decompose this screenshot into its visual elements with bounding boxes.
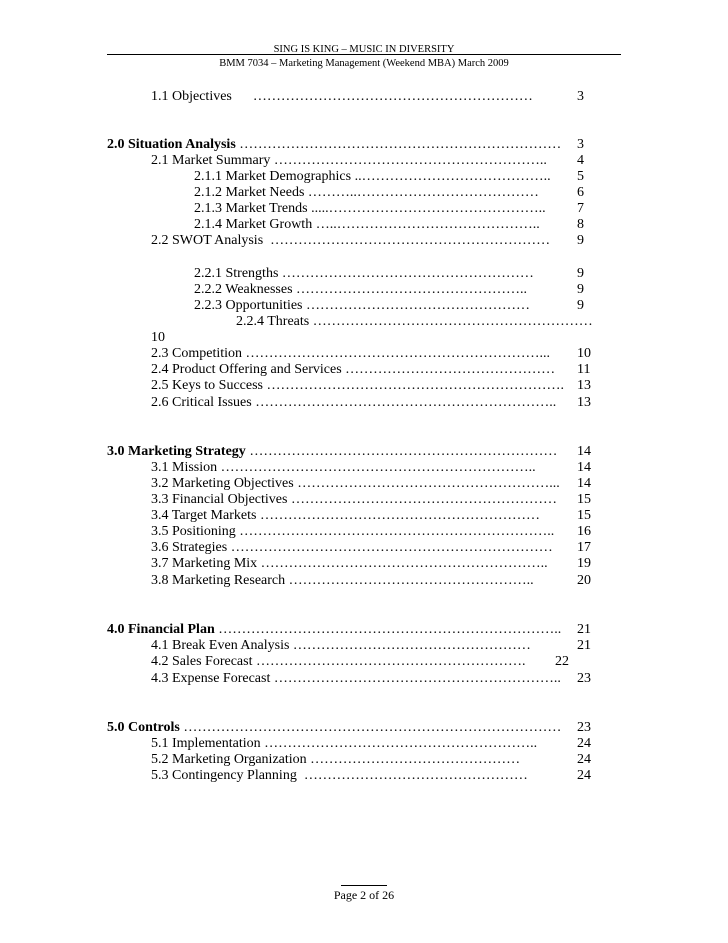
toc-entry-title: 2.1.4 Market Growth — [194, 217, 313, 232]
toc-leader-dots: …………………………………………………… — [256, 508, 540, 523]
toc-entry-title: 4.3 Expense Forecast — [151, 671, 271, 686]
toc-leader-dots: …..…………………………………….. — [312, 217, 540, 232]
toc-leader-dots: ………………………………………………………….. — [217, 460, 536, 475]
toc-entry-3-3 — [151, 492, 557, 508]
toc-page-number: 14 — [577, 460, 591, 475]
toc-page-number: 6 — [577, 185, 584, 200]
toc-entry-3-4 — [151, 508, 540, 524]
toc-leader-dots: .....……………………………………….. — [307, 201, 546, 216]
toc-leader-dots: …………………………………………… — [289, 638, 531, 653]
toc-entry-title: 4.0 Financial Plan — [107, 622, 215, 637]
toc-leader-dots: ………………………………………………….. — [270, 153, 547, 168]
toc-entry-title: 2.1 Market Summary — [151, 153, 271, 168]
toc-entry-title: 4.2 Sales Forecast — [151, 654, 253, 669]
toc-leader-dots: ………………………………………………………. — [263, 378, 564, 393]
toc-page-number: 16 — [577, 524, 591, 539]
toc-entry-title: 1.1 Objectives — [151, 89, 232, 104]
toc-page-number: 8 — [577, 217, 584, 232]
toc-page-number: 14 — [577, 476, 591, 491]
toc-entry-3-0 — [107, 444, 557, 460]
toc-entry-title: 5.2 Marketing Organization — [151, 752, 307, 767]
toc-entry-title: 5.1 Implementation — [151, 736, 261, 751]
toc-entry-title: 2.2.2 Weaknesses — [194, 282, 293, 297]
toc-entry-1-1 — [151, 89, 533, 105]
toc-leader-dots: …………………………………………………….. — [270, 671, 561, 686]
toc-entry-2-2-4 — [236, 314, 593, 330]
footer-rule — [341, 885, 387, 886]
toc-page-number: 21 — [577, 638, 591, 653]
toc-entry-2-2-3 — [194, 298, 530, 314]
toc-page-number: 20 — [577, 573, 591, 588]
toc-page-number: 24 — [577, 752, 591, 767]
toc-entry-title: 3.2 Marketing Objectives — [151, 476, 294, 491]
toc-entry-title: 5.0 Controls — [107, 720, 180, 735]
toc-page-number: 9 — [577, 266, 584, 281]
toc-leader-dots: ………………………………………………… — [287, 492, 557, 507]
toc-page-number: 9 — [577, 233, 584, 248]
toc-entry-2-2-2 — [194, 282, 527, 298]
toc-entry-title: 3.8 Marketing Research — [151, 573, 286, 588]
toc-leader-dots: ………………………………………………... — [293, 476, 560, 491]
toc-page-number: 10 — [577, 346, 591, 361]
toc-entry-4-2 — [151, 654, 525, 670]
toc-entry-title: 2.1.3 Market Trends — [194, 201, 308, 216]
toc-entry-title: 2.5 Keys to Success — [151, 378, 263, 393]
toc-leader-dots: ……………………………………… — [341, 362, 556, 377]
toc-page-number: 19 — [577, 556, 591, 571]
toc-leader-dots: …………………………………………………… — [231, 89, 533, 104]
toc-entry-title: 2.2 SWOT Analysis — [151, 233, 264, 248]
toc-page-number: 14 — [577, 444, 591, 459]
toc-entry-4-1 — [151, 638, 531, 654]
toc-page-number: 4 — [577, 153, 584, 168]
toc-entry-2-2 — [151, 233, 550, 249]
toc-page-number: 13 — [577, 395, 591, 410]
toc-leader-dots: …………………………………………………… — [263, 233, 551, 248]
toc-entry-title: 4.1 Break Even Analysis — [151, 638, 290, 653]
toc-entry-title: 2.3 Competition — [151, 346, 242, 361]
toc-entry-title: 3.6 Strategies — [151, 540, 228, 555]
running-header-title: SING IS KING – MUSIC IN DIVERSITY — [273, 44, 455, 55]
header-rule — [107, 54, 621, 55]
toc-page-number: 9 — [577, 298, 584, 313]
toc-entry-title: 3.1 Mission — [151, 460, 218, 475]
toc-entry-2-6 — [151, 395, 556, 411]
toc-entry-3-7 — [151, 556, 548, 572]
toc-leader-dots: …………………………………………………………… — [227, 540, 553, 555]
toc-page-number: 23 — [577, 671, 591, 686]
toc-leader-dots: ………………………………………………………… — [245, 444, 558, 459]
toc-page-number: 15 — [577, 492, 591, 507]
toc-page-number: 11 — [577, 362, 591, 377]
toc-entry-title: 3.3 Financial Objectives — [151, 492, 288, 507]
toc-entry-2-3 — [151, 346, 550, 362]
toc-page-number: 24 — [577, 736, 591, 751]
toc-page-number: 9 — [577, 282, 584, 297]
toc-leader-dots: …………………………………………………. — [252, 654, 526, 669]
toc-entry-title: 2.2.1 Strengths — [194, 266, 279, 281]
toc-entry-title: 5.3 Contingency Planning — [151, 768, 297, 783]
toc-entry-3-1 — [151, 460, 536, 476]
toc-entry-2-5 — [151, 378, 564, 394]
toc-entry-3-6 — [151, 540, 553, 556]
toc-leader-dots: ……………………………………………………….. — [251, 395, 557, 410]
toc-entry-2-1-2 — [194, 185, 539, 201]
toc-page-number: 7 — [577, 201, 584, 216]
toc-entry-title: 2.2.3 Opportunities — [194, 298, 303, 313]
toc-entry-2-2-1 — [194, 266, 534, 282]
toc-page-number: 24 — [577, 768, 591, 783]
toc-entry-title: 2.1.1 Market Demographics — [194, 169, 352, 184]
toc-entry-2-1-4 — [194, 217, 540, 233]
page-number-footer: Page 2 of 26 — [333, 888, 395, 902]
toc-leader-dots: ………………………………………………………….. — [235, 524, 555, 539]
toc-leader-dots: ……………………………………… — [306, 752, 521, 767]
toc-entry-4-0 — [107, 622, 561, 638]
toc-entry-title: 2.2.4 Threats — [236, 314, 310, 329]
toc-entry-title: 2.1.2 Market Needs — [194, 185, 305, 200]
toc-leader-dots: …………………………………………………………… — [235, 137, 562, 152]
toc-leader-dots: …………………………………………………….. — [257, 556, 548, 571]
toc-entry-2-0 — [107, 137, 561, 153]
toc-entry-5-2 — [151, 752, 520, 768]
toc-leader-dots: ..………………………………….. — [351, 169, 551, 184]
toc-entry-title: 2.0 Situation Analysis — [107, 137, 236, 152]
toc-entry-2-4 — [151, 362, 555, 378]
toc-entry-4-3 — [151, 671, 561, 687]
toc-entry-3-5 — [151, 524, 554, 540]
toc-entry-5-0 — [107, 720, 561, 736]
toc-entry-2-1-3 — [194, 201, 546, 217]
toc-entry-2-1-1 — [194, 169, 551, 185]
toc-page-number: 22 — [555, 654, 569, 669]
toc-entry-5-1 — [151, 736, 537, 752]
toc-entry-title: 3.0 Marketing Strategy — [107, 444, 246, 459]
toc-entry-title: 3.4 Target Markets — [151, 508, 257, 523]
toc-entry-2-1 — [151, 153, 547, 169]
toc-leader-dots: ………………………………………… — [296, 768, 528, 783]
toc-entry-3-2 — [151, 476, 560, 492]
toc-page-number: 10 — [151, 330, 165, 345]
toc-leader-dots: ………………………………………………………... — [242, 346, 550, 361]
toc-entry-title: 3.5 Positioning — [151, 524, 236, 539]
toc-page-number: 5 — [577, 169, 584, 184]
toc-page-number: 15 — [577, 508, 591, 523]
toc-page-number: 3 — [577, 89, 584, 104]
toc-entry-title: 2.4 Product Offering and Services — [151, 362, 342, 377]
toc-leader-dots: ………………………………………………….. — [260, 736, 538, 751]
toc-entry-3-8 — [151, 573, 534, 589]
toc-leader-dots: ……………………………………………………………….. — [214, 622, 562, 637]
toc-page-number: 13 — [577, 378, 591, 393]
toc-leader-dots: ………………………………………… — [302, 298, 530, 313]
toc-page-number: 3 — [577, 137, 584, 152]
toc-page-number: 17 — [577, 540, 591, 555]
toc-leader-dots: ……………………………………………… — [278, 266, 534, 281]
toc-entry-title: 2.6 Critical Issues — [151, 395, 252, 410]
toc-entry-5-3 — [151, 768, 528, 784]
toc-leader-dots: …………………………………………………… — [309, 314, 593, 329]
toc-leader-dots: ……………………………………………………………………… — [179, 720, 562, 735]
toc-page-number: 23 — [577, 720, 591, 735]
toc-entry-title: 3.7 Marketing Mix — [151, 556, 258, 571]
toc-leader-dots: ………..………………………………… — [304, 185, 539, 200]
toc-leader-dots: ………………………………………….. — [292, 282, 528, 297]
toc-leader-dots: …………………………………………….. — [285, 573, 534, 588]
toc-page-number: 21 — [577, 622, 591, 637]
running-header-course: BMM 7034 – Marketing Management (Weekend MBA) March 2009 — [219, 58, 509, 69]
